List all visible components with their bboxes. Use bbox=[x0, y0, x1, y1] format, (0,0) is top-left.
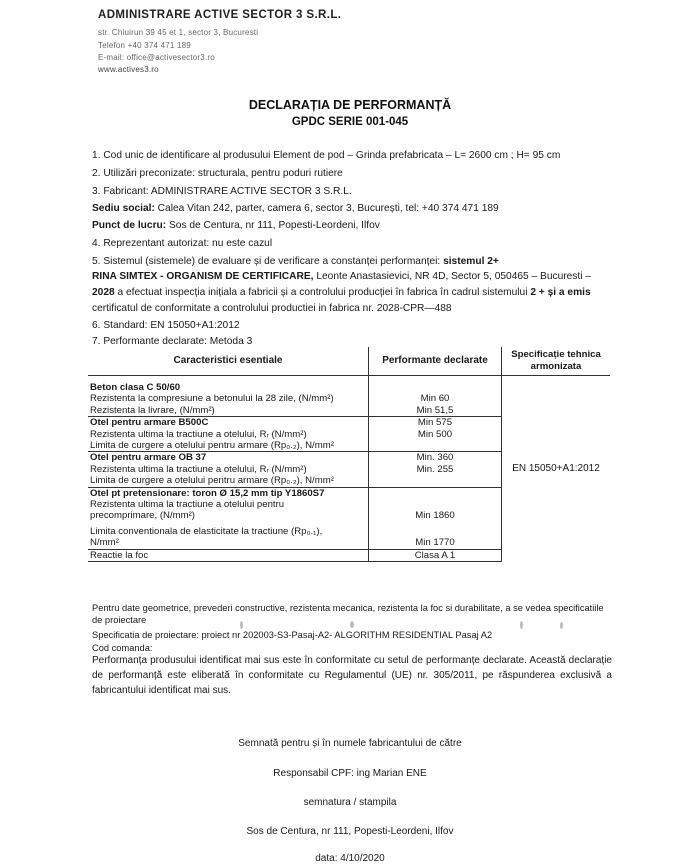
table-header-row bbox=[88, 347, 610, 376]
line-inspection bbox=[92, 287, 591, 298]
notified-body-address: Leonte Anastasievici, NR 4D, Sector 5, 050465 – Bucuresti – bbox=[313, 271, 591, 282]
workplace-text: Sos de Centura, nr 111, Popesti-Leordeni, Ilfov bbox=[166, 220, 380, 231]
note-geometry: Pentru date geometrice, prevederi constructive, rezistenta mecanica, rezistenta la foc si durabilitate, a se vedea specificatiile bbox=[92, 603, 604, 613]
line-headquarters bbox=[92, 203, 499, 214]
line-certificate: certificatul de conformitate a controlului productiei in fabrica nr. 2028-CPR—488 bbox=[92, 303, 452, 314]
b500c-tensile-value: Min 575 bbox=[369, 417, 502, 429]
line-notified-body bbox=[92, 271, 591, 282]
fire-reaction-label: Reactie la foc bbox=[88, 549, 369, 561]
ob37-yield-strength: Limita de curgere a otelului pentru armare (Rp₀.₂), N/mm² bbox=[88, 475, 369, 487]
concrete-delivery-strength: Rezistenta la livrare, (N/mm²) bbox=[88, 405, 369, 417]
line-workplace bbox=[92, 220, 380, 231]
notified-body-name: RINA SIMTEX - ORGANISM DE CERTIFICARE, bbox=[92, 271, 314, 282]
company-phone: Telefon +40 374 471 189 bbox=[98, 41, 191, 50]
table-row bbox=[88, 376, 610, 394]
notified-body-number: 2028 bbox=[92, 287, 115, 298]
strand-tensile-value: Min 1860 bbox=[369, 510, 502, 521]
line-intended-use: 2. Utilizări preconizate: structurala, pentru poduri rutiere bbox=[92, 168, 343, 179]
line-representative: 4. Reprezentant autorizat: nu este cazul bbox=[92, 238, 273, 249]
strand-tensile-strength-a: Rezistenta ultima la tractiune a otelului pentru bbox=[88, 499, 369, 510]
signature-stamp-label: semnatura / stampila bbox=[303, 797, 397, 808]
signature-date: data: 4/10/2020 bbox=[315, 853, 385, 864]
concrete-delivery-value: Min 51,5 bbox=[369, 405, 502, 417]
concrete-compressive-value: Min 60 bbox=[369, 393, 502, 404]
note-order-code: Cod comanda: bbox=[92, 643, 153, 653]
avcp-text: 5. Sistemul (sistemele) de evaluare și de verificare a constanței performanței: bbox=[92, 256, 444, 267]
section-b500c-title: Otel pentru armare B500C bbox=[88, 417, 369, 429]
concrete-compressive-strength: Rezistenta la compresiune a betonului la 28 zile, (N/mm²) bbox=[88, 393, 369, 404]
section-strand-title: Otel pt pretensionare: toron Ø 15,2 mm tip Y1860S7 bbox=[88, 487, 369, 499]
company-address: str. Chiuirun 39 45 et 1, sector 3, Bucuresti bbox=[98, 28, 259, 37]
line-standard: 6. Standard: EN 15050+A1:2012 bbox=[92, 320, 240, 331]
signature-location: Sos de Centura, nr 111, Popesti-Leordeni, Ilfov bbox=[246, 826, 454, 837]
company-email: E-mail: office@activesector3.ro bbox=[98, 53, 215, 62]
b500c-tensile-strength: Rezistenta ultima la tractiune a otelului, Rᵣ (N/mm²) bbox=[88, 429, 369, 440]
strand-elastic-limit-a: Limita conventionala de elasticitate la tractiune (Rp₀.₁), bbox=[88, 522, 369, 537]
document-title: DECLARAȚIA DE PERFORMANȚĂ bbox=[248, 98, 452, 112]
avcp-system: sistemul 2+ bbox=[443, 256, 499, 267]
header-essential-characteristics: Caracteristici esentiale bbox=[88, 347, 369, 376]
ob37-tensile-value: Min. 360 bbox=[369, 452, 502, 464]
note-geometry-cont: de proiectare bbox=[92, 615, 147, 625]
note-design-spec: Specificatia de proiectare: proiect nr 202003-S3-Pasaj-A2- ALGORITHM RESIDENTIAL Pasaj A2 bbox=[92, 630, 493, 640]
section-concrete-title: Beton clasa C 50/60 bbox=[88, 376, 369, 394]
workplace-label: Punct de lucru: bbox=[92, 220, 167, 231]
line-avcp-system bbox=[92, 256, 499, 267]
b500c-yield-value: Min 500 bbox=[369, 429, 502, 440]
fire-reaction-value: Clasa A 1 bbox=[369, 549, 502, 561]
company-website: www.actives3.ro bbox=[98, 65, 159, 74]
strand-tensile-strength-b: precomprimare, (N/mm²) bbox=[88, 510, 369, 521]
header-harmonized-spec: Specificație tehnica armonizata bbox=[502, 347, 611, 376]
header-declared-performance: Performante declarate bbox=[369, 347, 502, 376]
strand-elastic-value: Min 1770 bbox=[369, 537, 502, 549]
line-manufacturer: 3. Fabricant: ADMINISTRARE ACTIVE SECTOR 3 S.R.L. bbox=[92, 186, 352, 197]
headquarters-label: Sediu social: bbox=[92, 203, 155, 214]
section-ob37-title: Otel pentru armare OB 37 bbox=[88, 452, 369, 464]
inspection-system: 2 + și a emis bbox=[530, 287, 591, 298]
line-product-id: 1. Cod unic de identificare al produsului Element de pod – Grinda prefabricata – L= 2600 cm ; H= 95 cm bbox=[92, 150, 561, 161]
company-name: ADMINISTRARE ACTIVE SECTOR 3 S.R.L. bbox=[98, 9, 342, 21]
headquarters-text: Calea Vitan 242, parter, camera 6, sector 3, București, tel: +40 374 471 189 bbox=[154, 203, 499, 214]
ob37-tensile-strength: Rezistenta ultima la tractiune a otelului, Rᵣ (N/mm²) bbox=[88, 464, 369, 475]
document-subtitle: GPDC SERIE 001-045 bbox=[291, 116, 409, 128]
signed-on-behalf: Semnată pentru și în numele fabricantului de către bbox=[238, 738, 462, 749]
harmonized-standard: EN 15050+A1:2012 bbox=[512, 463, 600, 475]
scan-mark bbox=[520, 621, 523, 629]
scan-mark bbox=[350, 621, 354, 628]
ob37-yield-value: Min. 255 bbox=[369, 464, 502, 475]
scan-mark bbox=[560, 622, 563, 629]
responsible-person: Responsabil CPF: ing Marian ENE bbox=[273, 768, 427, 779]
b500c-yield-strength: Limita de curgere a otelului pentru armare (Rp₀.₂), N/mm² bbox=[88, 440, 369, 452]
line-declared-performance: 7. Performante declarate: Metoda 3 bbox=[92, 336, 253, 347]
inspection-text: a efectuat inspecția inițiala a fabricii și a controlului producției în fabrica în cadrul sistemului bbox=[114, 287, 531, 298]
strand-elastic-limit-b: N/mm² bbox=[88, 537, 369, 549]
conformity-statement: Performanța produsului identificat mai sus este în conformitate cu setul de performanțe declarate. Această declarație de performanță este eliberată în conformitate cu Regulamentul (UE) nr. 305/2011, pe răspunderea exclusivă a fabricantului identificat mai sus. bbox=[92, 655, 612, 696]
performance-table bbox=[88, 347, 610, 562]
scan-mark bbox=[240, 621, 243, 629]
